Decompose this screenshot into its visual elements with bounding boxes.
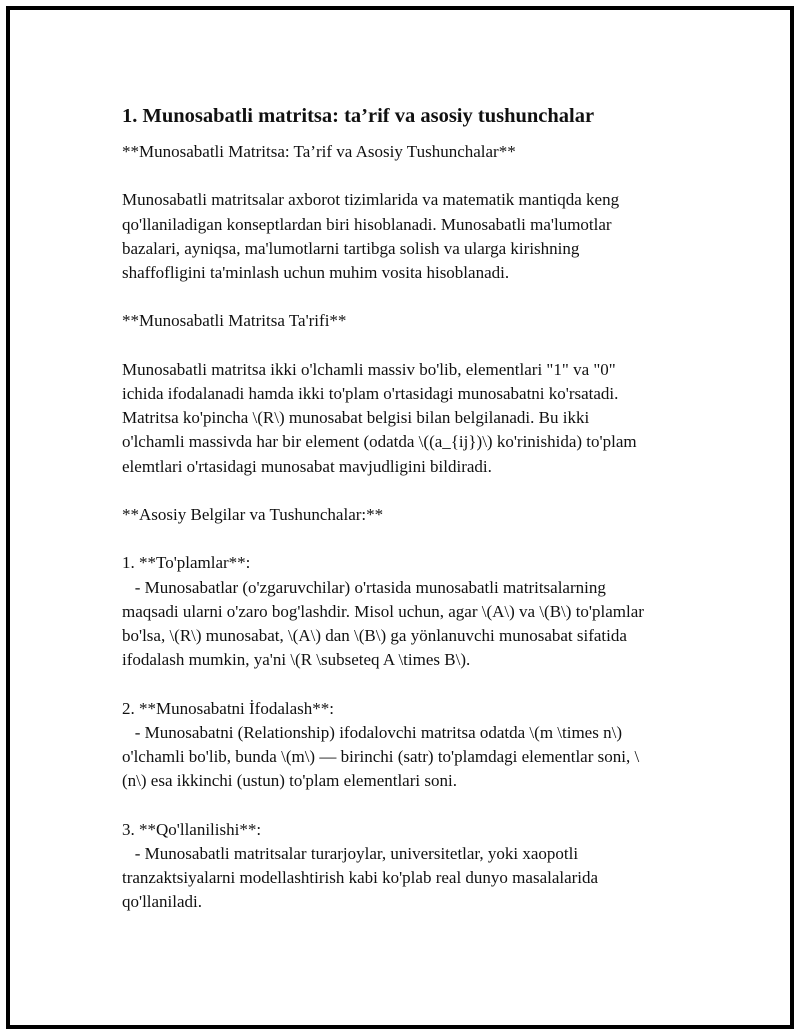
page-frame: [6, 6, 794, 1029]
document-title: 1. Munosabatli matritsa: ta’rif va asosiy tushunchalar: [122, 105, 595, 127]
document-content: [122, 102, 712, 915]
document-body: **Munosabatli Matritsa: Ta’rif va Asosiy Tushunchalar** Munosabatli matritsalar axborot tizimlarida va matematik mantiqda keng qo'llaniladigan konseptlardan biri hisoblanadi. Munosabatli ma'lumotlar bazalari, ayniqsa, ma'lumotlarni tartibga solish va ularga kirishning shaffofligini ta'minlash uchun muhim vosita hisoblanadi. **Munosabatli Matritsa Ta'rifi** Munosabatli matritsa ikki o'lchamli massiv bo'lib, elementlari "1" va "0" ichida ifodalanadi hamda ikki to'plam o'rtasidagi munosabatni ko'rsatadi. Matritsa ko'pincha \(R\) munosabat belgisi bilan belgilanadi. Bu ikki o'lchamli massivda har bir element (odatda \((a_{ij})\) ko'rinishida) to'plam elemtlari o'rtasidagi munosabat mavjudligini bildiradi. **Asosiy Belgilar va Tushunchalar:** 1. **To'plamlar**: - Munosabatlar (o'zgaruvchilar) o'rtasida munosabatli matritsalarning maqsadi ularni o'zaro bog'lashdir. Misol uchun, agar \(A\) va \(B\) to'plamlar bo'lsa, \(R\) munosabat, \(A\) dan \(B\) ga yönlanuvchi munosabat sifatida ifodalash mumkin, ya'ni \(R \subseteq A \times B\). 2. **Munosabatni İfodalash**: - Munosabatni (Relationship) ifodalovchi matritsa odatda \(m \times n\) o'lchamli bo'lib, bunda \(m\) — birinchi (satr) to'plamdagi elementlar soni, \ (n\) esa ikkinchi (ustun) to'plam elementlari soni. 3. **Qo'llanilishi**: - Munosabatli matritsalar turarjoylar, universitetlar, yoki xaopotli tranzaktsiyalarni modellashtirish kabi ko'plab real dunyo masalalarida qo'llaniladi.: [122, 142, 644, 912]
